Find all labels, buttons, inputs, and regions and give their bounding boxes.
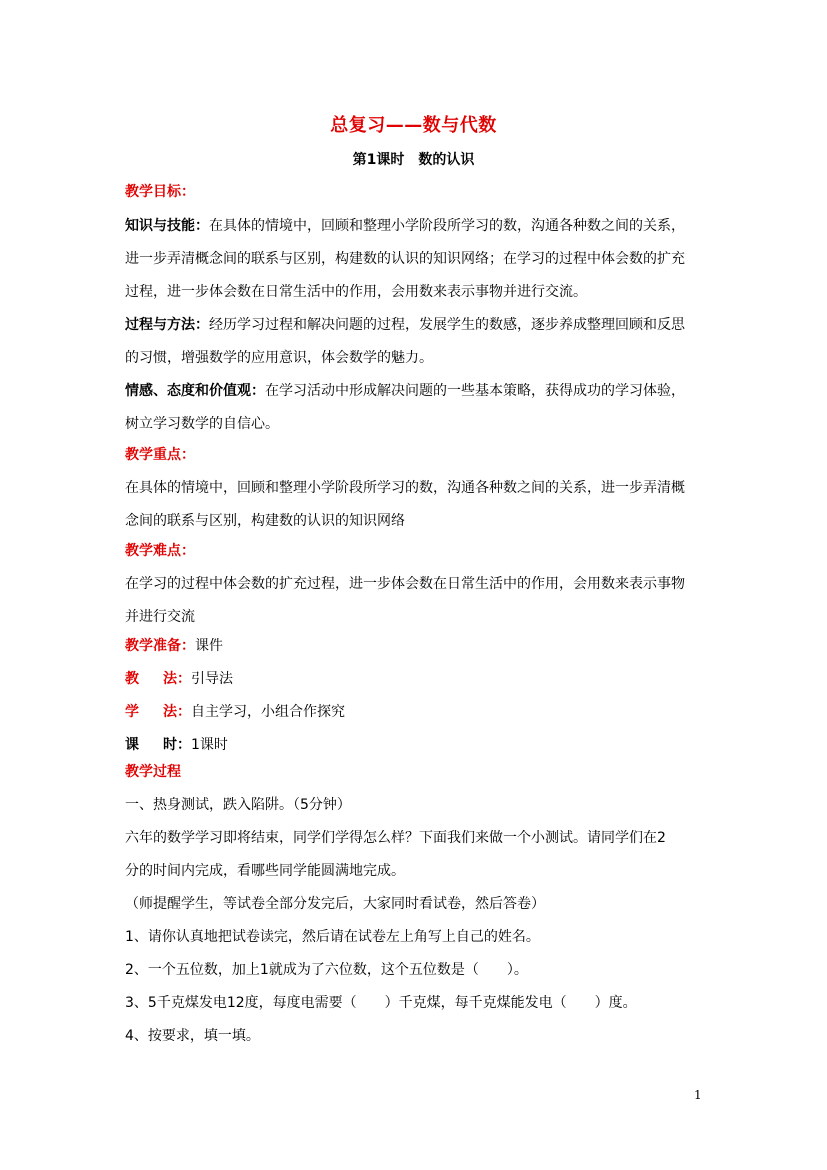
knowledge-label: 知识与技能：: [125, 218, 209, 234]
hours-label-a: 课: [125, 737, 139, 753]
key-point-line-1: 在具体的情境中，回顾和整理小学阶段所学习的数，沟通各种数之间的关系，进一步弄清概: [125, 480, 685, 496]
process-step-8: 4、按要求，填一填。: [125, 1028, 260, 1044]
knowledge-line-3: 过程，进一步体会数在日常生活中的作用，会用数来表示事物并进行交流。: [125, 284, 587, 300]
difficulty-section: [125, 535, 710, 634]
difficulty-heading: 教学难点：: [125, 543, 195, 559]
key-point-line-2: 念间的联系与区别，构建数的认识的知识网络: [125, 513, 405, 529]
objectives-heading: 教学目标：: [125, 184, 195, 200]
study-label-b: 法：: [163, 704, 191, 720]
process-step-7: 3、5千克煤发电12度，每度电需要（ ）千克煤，每千克煤能发电（ ）度。: [125, 995, 637, 1011]
knowledge-line-1: [125, 210, 710, 243]
study-line: [125, 696, 710, 729]
process-step-3: 分的时间内完成，看哪些同学能圆满地完成。: [125, 863, 405, 879]
emotion-label: 情感、态度和价值观：: [125, 383, 265, 399]
difficulty-line-1: 在学习的过程中体会数的扩充过程，进一步体会数在日常生活中的作用，会用数来表示事物: [125, 576, 685, 592]
process-step-1: 一、热身测试，跌入陷阱。（5分钟）: [125, 797, 351, 813]
process-label: 过程与方法：: [125, 317, 209, 333]
process-step-2: 六年的数学学习即将结束，同学们学得怎么样？下面我们来做一个小测试。请同学们在2: [125, 830, 666, 846]
emotion-line-1: [125, 375, 710, 408]
key-point-section: [125, 439, 710, 538]
study-label-a: 学: [125, 704, 139, 720]
process-step-6: 2、一个五位数，加上1就成为了六位数，这个五位数是（ ）。: [125, 962, 528, 978]
preparation-value: 课件: [195, 638, 223, 654]
difficulty-line-2: 并进行交流: [125, 609, 195, 625]
emotion-line-2: 树立学习数学的自信心。: [125, 416, 279, 432]
method-value: 引导法: [191, 671, 233, 687]
key-point-heading: 教学重点：: [125, 447, 195, 463]
hours-label-b: 时：: [163, 737, 191, 753]
process-step-5: 1、请你认真地把试卷读完，然后请在试卷左上角写上自己的姓名。: [125, 929, 540, 945]
process-line-2: 的习惯，增强数学的应用意识，体会数学的魅力。: [125, 350, 433, 366]
process-text-1: 经历学习过程和解决问题的过程，发展学生的数感，逐步养成整理回顾和反思: [209, 317, 685, 333]
process-section: [125, 756, 710, 1053]
method-line: [125, 663, 710, 696]
knowledge-line-2: 进一步弄清概念间的联系与区别，构建数的认识的知识网络；在学习的过程中体会数的扩充: [125, 251, 685, 267]
lesson-subtitle: 第1课时 数的认识: [352, 152, 475, 168]
knowledge-text-1: 在具体的情境中，回顾和整理小学阶段所学习的数，沟通各种数之间的关系，: [209, 218, 685, 234]
hours-value: 1课时: [191, 737, 228, 753]
preparation-label: 教学准备：: [125, 638, 195, 654]
preparation-line: [125, 630, 710, 663]
process-heading: 教学过程: [125, 764, 181, 780]
objectives-section: [125, 176, 710, 441]
process-line-1: [125, 309, 710, 342]
page-title: 总复习——数与代数: [330, 115, 497, 136]
page-number: 1: [694, 1088, 702, 1102]
info-section: [125, 630, 710, 762]
study-value: 自主学习，小组合作探究: [191, 704, 345, 720]
method-label-b: 法：: [163, 671, 191, 687]
emotion-text-1: 在学习活动中形成解决问题的一些基本策略，获得成功的学习体验，: [265, 383, 685, 399]
method-label-a: 教: [125, 671, 139, 687]
process-step-4: （师提醒学生，等试卷全部分发完后，大家同时看试卷，然后答卷）: [125, 896, 545, 912]
